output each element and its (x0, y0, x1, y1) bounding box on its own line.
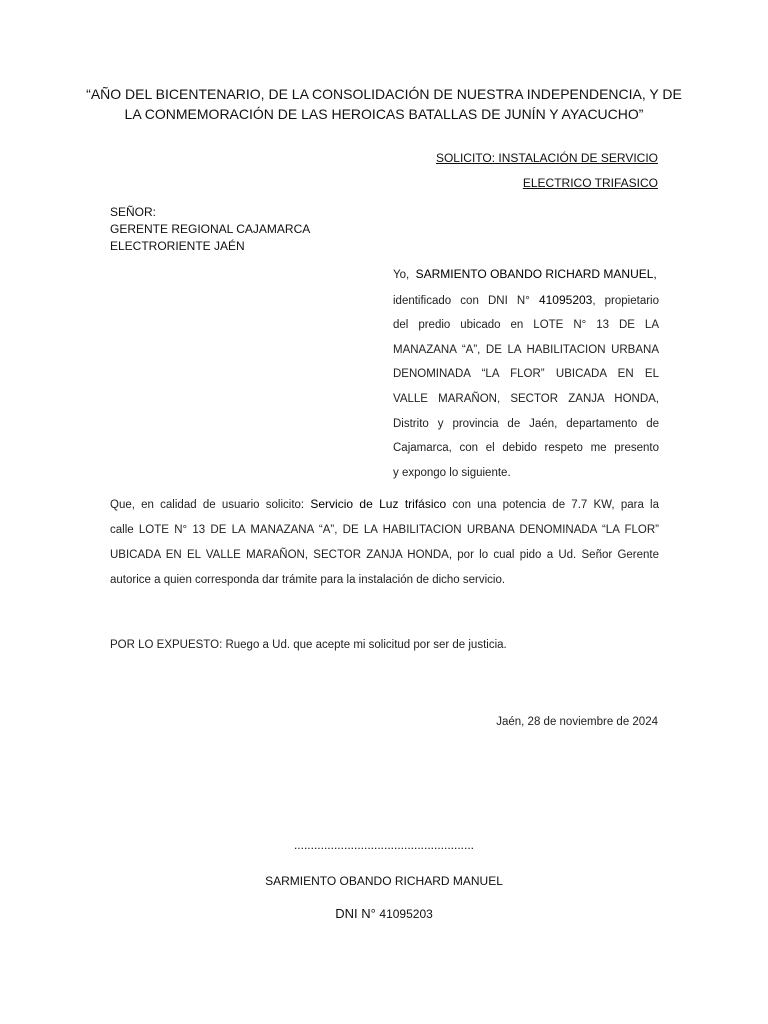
solicito-line-1: SOLICITO: INSTALACIÓN DE SERVICIO (435, 151, 658, 165)
signature-name: SARMIENTO OBANDO RICHARD MANUEL (265, 874, 503, 888)
presenter-line-2 (393, 288, 659, 314)
presenter-owner: , propietario (592, 294, 660, 307)
addressee-position: GERENTE REGIONAL CAJAMARCA (110, 222, 311, 236)
addressee-company: ELECTRORIENTE JAÉN (110, 239, 245, 253)
signature-dni-label: DNI N° (335, 906, 376, 921)
presenter-line-8: Cajamarca, con el debido respeto me presento (393, 442, 659, 455)
presenter-paragraph (393, 262, 659, 485)
signature-line: ...................................................... (293, 838, 475, 852)
solicito-subject (436, 146, 658, 196)
request-paragraph (110, 492, 659, 593)
closing-statement: POR LO EXPUESTO: Ruego a Ud. que acepte mi solicitud por ser de justicia. (110, 639, 507, 651)
request-line-1 (110, 492, 659, 518)
request-prefix: Que, en calidad de usuario solicito: (110, 499, 305, 511)
addressee-block (110, 204, 310, 255)
year-title-line-1: “AÑO DEL BICENTENARIO, DE LA CONSOLIDACIÓN DE NUESTRA INDEPENDENCIA, Y DE (86, 86, 682, 102)
presenter-yo: Yo, (393, 269, 410, 281)
presenter-line-3: del predio ubicado en LOTE N° 13 DE LA (393, 319, 659, 332)
signature-dni-value: 41095203 (379, 907, 433, 921)
addressee-salutation: SEÑOR: (110, 205, 157, 219)
presenter-dni-label: identificado con DNI N° (393, 294, 530, 307)
solicito-line-2: ELECTRICO TRIFASICO (522, 176, 658, 190)
presenter-line-4: MANAZANA “A”, DE LA HABILITACION URBANA (393, 343, 659, 356)
place-date: Jaén, 28 de noviembre de 2024 (496, 716, 658, 728)
signature-dni (0, 904, 768, 924)
presenter-line-7: Distrito y provincia de Jaén, departamento de (393, 417, 659, 430)
presenter-name: SARMIENTO OBANDO RICHARD MANUEL, (415, 267, 657, 281)
presenter-dni: 41095203 (538, 292, 593, 307)
year-title-line-2: LA CONMEMORACIÓN DE LAS HEROICAS BATALLAS DE JUNÍN Y AYACUCHO” (124, 106, 644, 122)
request-suffix: con una potencia de 7.7 KW, para la (452, 499, 660, 511)
presenter-line-1 (393, 262, 659, 288)
request-service: Servicio de Luz trifásico (310, 497, 447, 511)
request-line-3: UBICADA EN EL VALLE MARAÑON, SECTOR ZANJA HONDA, por lo cual pido a Ud. Señor Gerente (110, 549, 659, 561)
year-title (80, 84, 688, 124)
presenter-line-6: VALLE MARAÑON, SECTOR ZANJA HONDA, (393, 392, 659, 405)
request-line-2: calle LOTE N° 13 DE LA MANAZANA “A”, DE LA HABILITACION URBANA DENOMINADA “LA FLOR” (110, 524, 659, 536)
request-line-4: autorice a quien corresponda dar trámite para la instalación de dicho servicio. (110, 574, 506, 586)
presenter-line-5: DENOMINADA “LA FLOR” UBICADA EN EL (393, 368, 659, 381)
presenter-line-9: y expongo lo siguiente. (393, 466, 511, 479)
